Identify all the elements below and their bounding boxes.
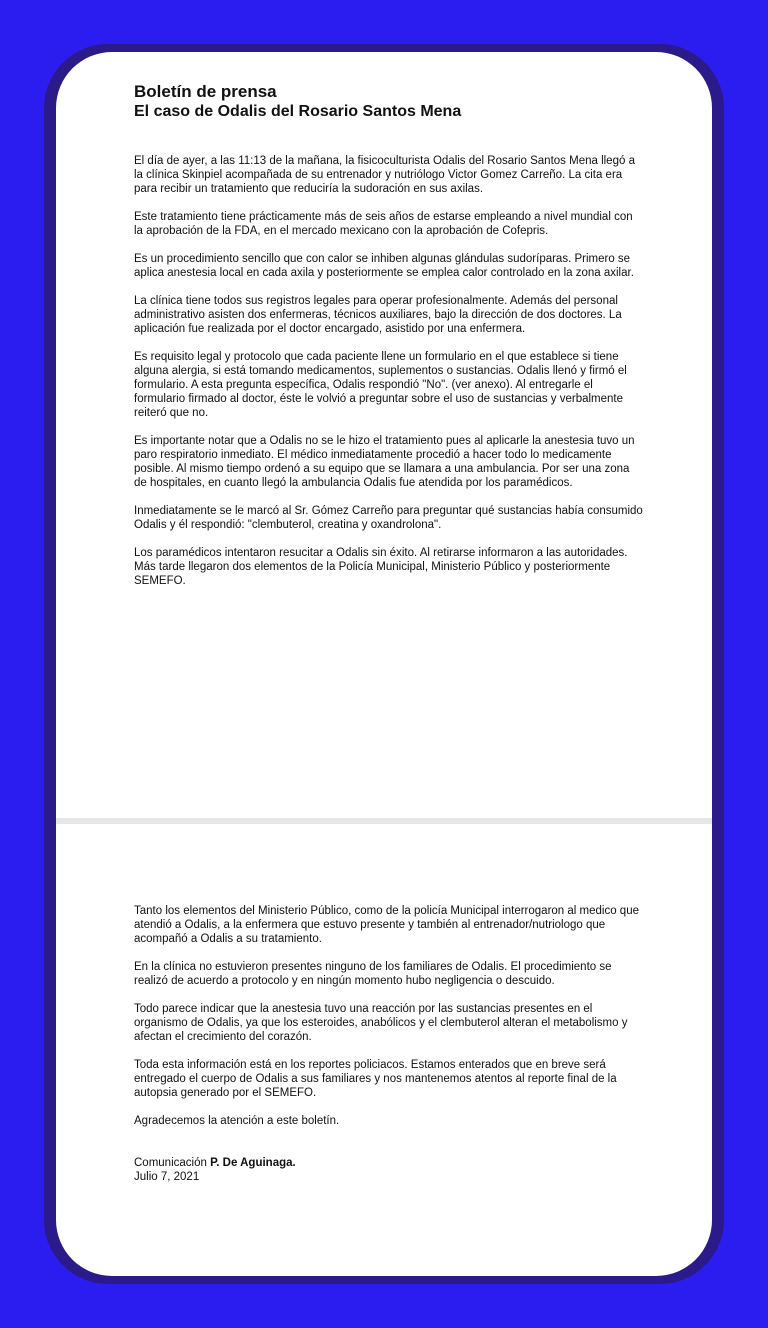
paragraph: Es un procedimiento sencillo que con calor se inhiben algunas glándulas sudoríparas. Primero se aplica anestesia local en cada axila y posteriormente se emplea calor controlado en la zona axilar. xyxy=(134,253,634,279)
page-1-body xyxy=(134,154,644,602)
paragraph: Es requisito legal y protocolo que cada paciente llene un formulario en el que establece si tiene alguna alergia, si está tomando medicamentos, suplementos o sustancias. Odalis llenó y firmó el formulario. A esta pregunta específica, Odalis respondió "No". (ver anexo). Al entregarle el formulario firmado al doctor, éste le volvió a preguntar sobre el uso de sustancias y verbalmente reiteró que no. xyxy=(134,351,627,419)
page-2-body xyxy=(134,904,644,1184)
document-subtitle: El caso de Odalis del Rosario Santos Mena xyxy=(134,103,462,120)
header xyxy=(134,82,644,122)
paragraph: Los paramédicos intentaron resucitar a Odalis sin éxito. Al retirarse informaron a las autoridades. Más tarde llegaron dos elementos de la Policía Municipal, Ministerio Público y posteriormente SEMEFO. xyxy=(134,547,628,587)
paragraph: Tanto los elementos del Ministerio Público, como de la policía Municipal interrogaron al medico que atendió a Odalis, a la enfermera que estuvo presente y también al entrenador/nutriologo que acompañó a Odalis a su tratamiento. xyxy=(134,905,639,945)
signature-name: P. De Aguinaga. xyxy=(210,1157,296,1169)
paragraph: La clínica tiene todos sus registros legales para operar profesionalmente. Además del personal administrativo asisten dos enfermeras, técnicos auxiliares, bajo la dirección de dos doctores. La aplicación fue realizada por el doctor encargado, asistido por una enfermera. xyxy=(134,295,622,335)
paragraph: En la clínica no estuvieron presentes ninguno de los familiares de Odalis. El procedimiento se realizó de acuerdo a protocolo y en ningún momento hubo negligencia o descuido. xyxy=(134,961,612,987)
signature-date: Julio 7, 2021 xyxy=(134,1171,200,1183)
signature-line xyxy=(134,1156,644,1170)
paragraph: Inmediatamente se le marcó al Sr. Gómez Carreño para preguntar qué sustancias había consumido Odalis y él respondió: "clembuterol, creatina y oxandrolona". xyxy=(134,505,643,531)
document-title: Boletín de prensa xyxy=(134,82,277,101)
paragraph: Es importante notar que a Odalis no se le hizo el tratamiento pues al aplicarle la anestesia tuvo un paro respiratorio inmediato. El médico inmediatamente procedió a hacer todo lo medicamente posible. Al mismo tiempo ordenó a su equipo que se llamara a una ambulancia. Por ser una zona de hospitales, en cuanto llegó la ambulancia Odalis fue atendida por los paramédicos. xyxy=(134,435,635,489)
page-separator xyxy=(56,818,712,824)
signature-prefix: Comunicación xyxy=(134,1157,207,1169)
paragraph: Agradecemos la atención a este boletín. xyxy=(134,1115,340,1127)
paragraph: Todo parece indicar que la anestesia tuvo una reacción por las sustancias presentes en el organismo de Odalis, ya que los esteroides, anabólicos y el clembuterol alteran el metabolismo y afectan el crecimiento del corazón. xyxy=(134,1003,628,1043)
document-card xyxy=(56,52,712,1276)
paragraph: Toda esta información está en los reportes policiacos. Estamos enterados que en breve será entregado el cuerpo de Odalis a sus familiares y nos mantenemos atentos al reporte final de la autopsia generado por el SEMEFO. xyxy=(134,1059,617,1099)
paragraph: El día de ayer, a las 11:13 de la mañana, la fisicoculturista Odalis del Rosario Santos Mena llegó a la clínica Skinpiel acompañada de su entrenador y nutriólogo Victor Gomez Carreño. La cita era para recibir un tratamiento que reduciría la sudoración en sus axilas. xyxy=(134,155,635,195)
paragraph: Este tratamiento tiene prácticamente más de seis años de estarse empleando a nivel mundial con la aprobación de la FDA, en el mercado mexicano con la aprobación de Cofepris. xyxy=(134,211,633,237)
